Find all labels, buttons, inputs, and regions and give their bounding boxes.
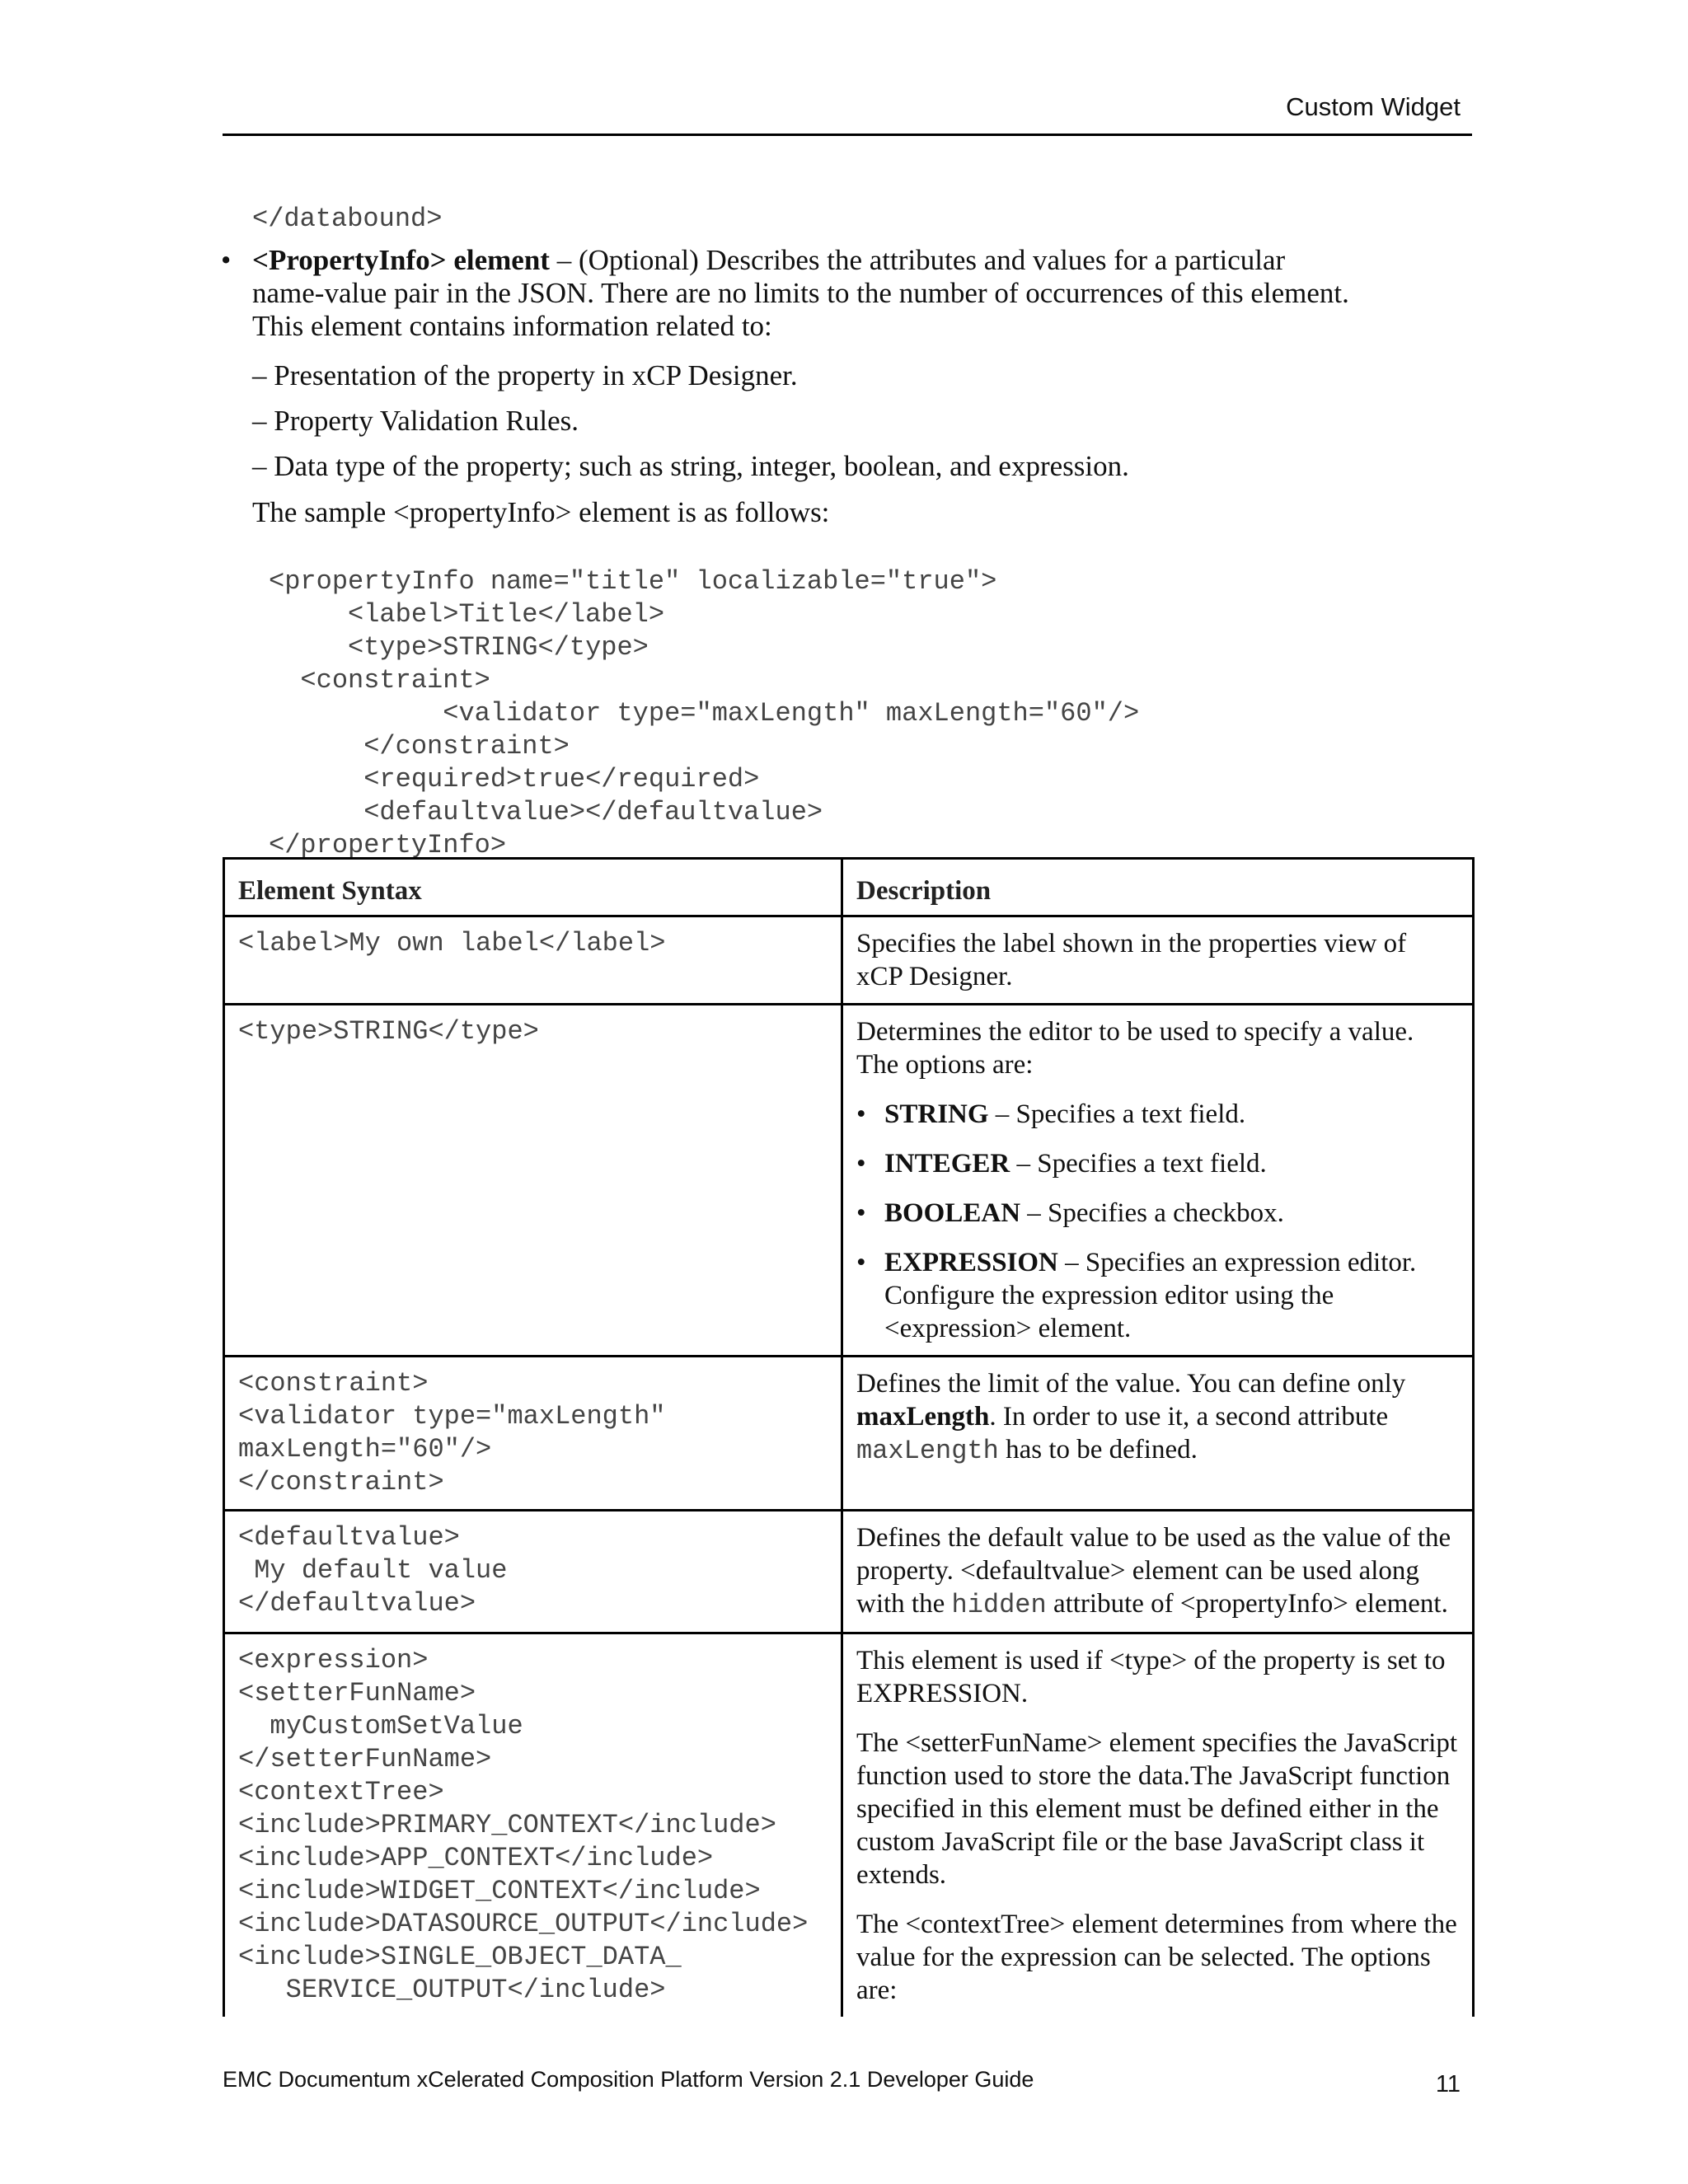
sample-code-line: </constraint>	[269, 731, 570, 762]
bullet-marker: •	[221, 244, 232, 276]
dash-item-validation: – Property Validation Rules.	[252, 405, 579, 437]
description-cell	[842, 916, 1474, 1005]
sample-code-line: <required>true</required>	[269, 764, 760, 794]
sample-code-line: <type>STRING</type>	[269, 632, 649, 663]
sample-intro-text: The sample <propertyInfo> element is as follows:	[252, 496, 830, 528]
sample-code-line: <propertyInfo name="title" localizable="true">	[269, 566, 997, 597]
table-row	[224, 916, 1474, 1005]
type-option-name: INTEGER	[884, 1149, 1010, 1179]
type-option	[856, 1098, 1459, 1131]
propertyinfo-line-1-text: – (Optional) Describes the attributes and values for a particular	[549, 244, 1286, 276]
description-text: has to be defined.	[998, 1435, 1198, 1465]
sample-code-line: <label>Title</label>	[269, 599, 665, 630]
propertyinfo-description	[252, 244, 1472, 343]
databound-close-code: </databound>	[252, 204, 443, 234]
description-text: The <contextTree> element determines from where the value for the expression can be selected. The options are:	[856, 1910, 1457, 2005]
type-options-list	[856, 1098, 1459, 1345]
table-row	[224, 1633, 1474, 2018]
type-option-text: – Specifies a checkbox.	[1020, 1198, 1284, 1228]
propertyinfo-line-1	[252, 244, 1472, 277]
propertyinfo-bold-term: <PropertyInfo> element	[252, 244, 550, 276]
syntax-cell: <type>STRING</type>	[224, 1005, 842, 1357]
type-option	[856, 1147, 1459, 1180]
type-option-text: – Specifies a text field.	[988, 1099, 1246, 1129]
sample-code-line: <constraint>	[269, 665, 490, 696]
description-text: Determines the editor to be used to specify a value. The options are:	[856, 1017, 1414, 1080]
table-row	[224, 1357, 1474, 1511]
table-row	[224, 1511, 1474, 1633]
page-header-title: Custom Widget	[1286, 92, 1461, 121]
description-text: This element is used if <type> of the property is set to EXPRESSION.	[856, 1646, 1446, 1708]
description-text: Defines the default value to be used as the value of the property. <defaultvalue> element can be used along with the	[856, 1523, 1451, 1619]
type-option-name: EXPRESSION	[884, 1248, 1058, 1277]
header-element-syntax: Element Syntax	[224, 859, 842, 916]
description-cell	[842, 1005, 1474, 1357]
type-option-text: – Specifies an expression editor. Configure the expression editor using the <expression> element.	[884, 1248, 1417, 1343]
description-cell	[842, 1511, 1474, 1633]
syntax-cell: <constraint> <validator type="maxLength" maxLength="60"/> </constraint>	[224, 1357, 842, 1511]
syntax-cell: <defaultvalue> My default value </defaultvalue>	[224, 1511, 842, 1633]
sample-code-block	[269, 532, 1139, 895]
sample-code-line: <validator type="maxLength" maxLength="60"/>	[269, 698, 1140, 729]
footer-page-number: 11	[1435, 2071, 1461, 2097]
description-text: Defines the limit of the value. You can define only	[856, 1369, 1406, 1399]
propertyinfo-line-2: name-value pair in the JSON. There are no limits to the number of occurrences of this element.	[252, 277, 1349, 309]
table-row	[224, 1005, 1474, 1357]
dash-item-presentation: – Presentation of the property in xCP Designer.	[252, 359, 798, 391]
description-code: hidden	[951, 1590, 1047, 1620]
description-text: Specifies the label shown in the properties view of xCP Designer.	[856, 929, 1407, 991]
description-bold: maxLength	[856, 1402, 990, 1432]
header-description: Description	[842, 859, 1474, 916]
description-text: The <setterFunName> element specifies the JavaScript function used to store the data.The JavaScript function specified in this element must be defined either in the custom JavaScript file or the base JavaScript class it extends.	[856, 1728, 1458, 1890]
propertyinfo-line-3: This element contains information related to:	[252, 310, 772, 342]
description-code: maxLength	[856, 1436, 999, 1466]
sample-code-line: </propertyInfo>	[269, 830, 507, 860]
type-option	[856, 1197, 1459, 1230]
description-cell	[842, 1357, 1474, 1511]
element-syntax-table	[223, 857, 1475, 2017]
syntax-cell: <expression> <setterFunName> myCustomSetValue </setterFunName> <contextTree> <include>PRIMARY_CONTEXT</include> <include>APP_CONTEXT</include> <include>WIDGET_CONTEXT</include> <include>DATASOURCE_OUTPUT</include> <include>SINGLE_OBJECT_DATA_ SERVICE_OUTPUT</include>	[224, 1633, 842, 2018]
description-text: attribute of <propertyInfo> element.	[1046, 1589, 1448, 1619]
description-text: . In order to use it, a second attribute	[989, 1402, 1389, 1432]
footer-guide-title: EMC Documentum xCelerated Composition Platform Version 2.1 Developer Guide	[223, 2067, 1034, 2092]
header-rule	[223, 134, 1472, 136]
type-option	[856, 1246, 1459, 1345]
description-cell	[842, 1633, 1474, 2018]
type-option-text: – Specifies a text field.	[1010, 1149, 1267, 1179]
table-header-row	[224, 859, 1474, 916]
sample-code-line: <defaultvalue></defaultvalue>	[269, 797, 823, 827]
type-option-name: BOOLEAN	[884, 1198, 1021, 1228]
dash-item-datatype: – Data type of the property; such as string, integer, boolean, and expression.	[252, 450, 1129, 482]
type-option-name: STRING	[884, 1099, 989, 1129]
syntax-cell: <label>My own label</label>	[224, 916, 842, 1005]
